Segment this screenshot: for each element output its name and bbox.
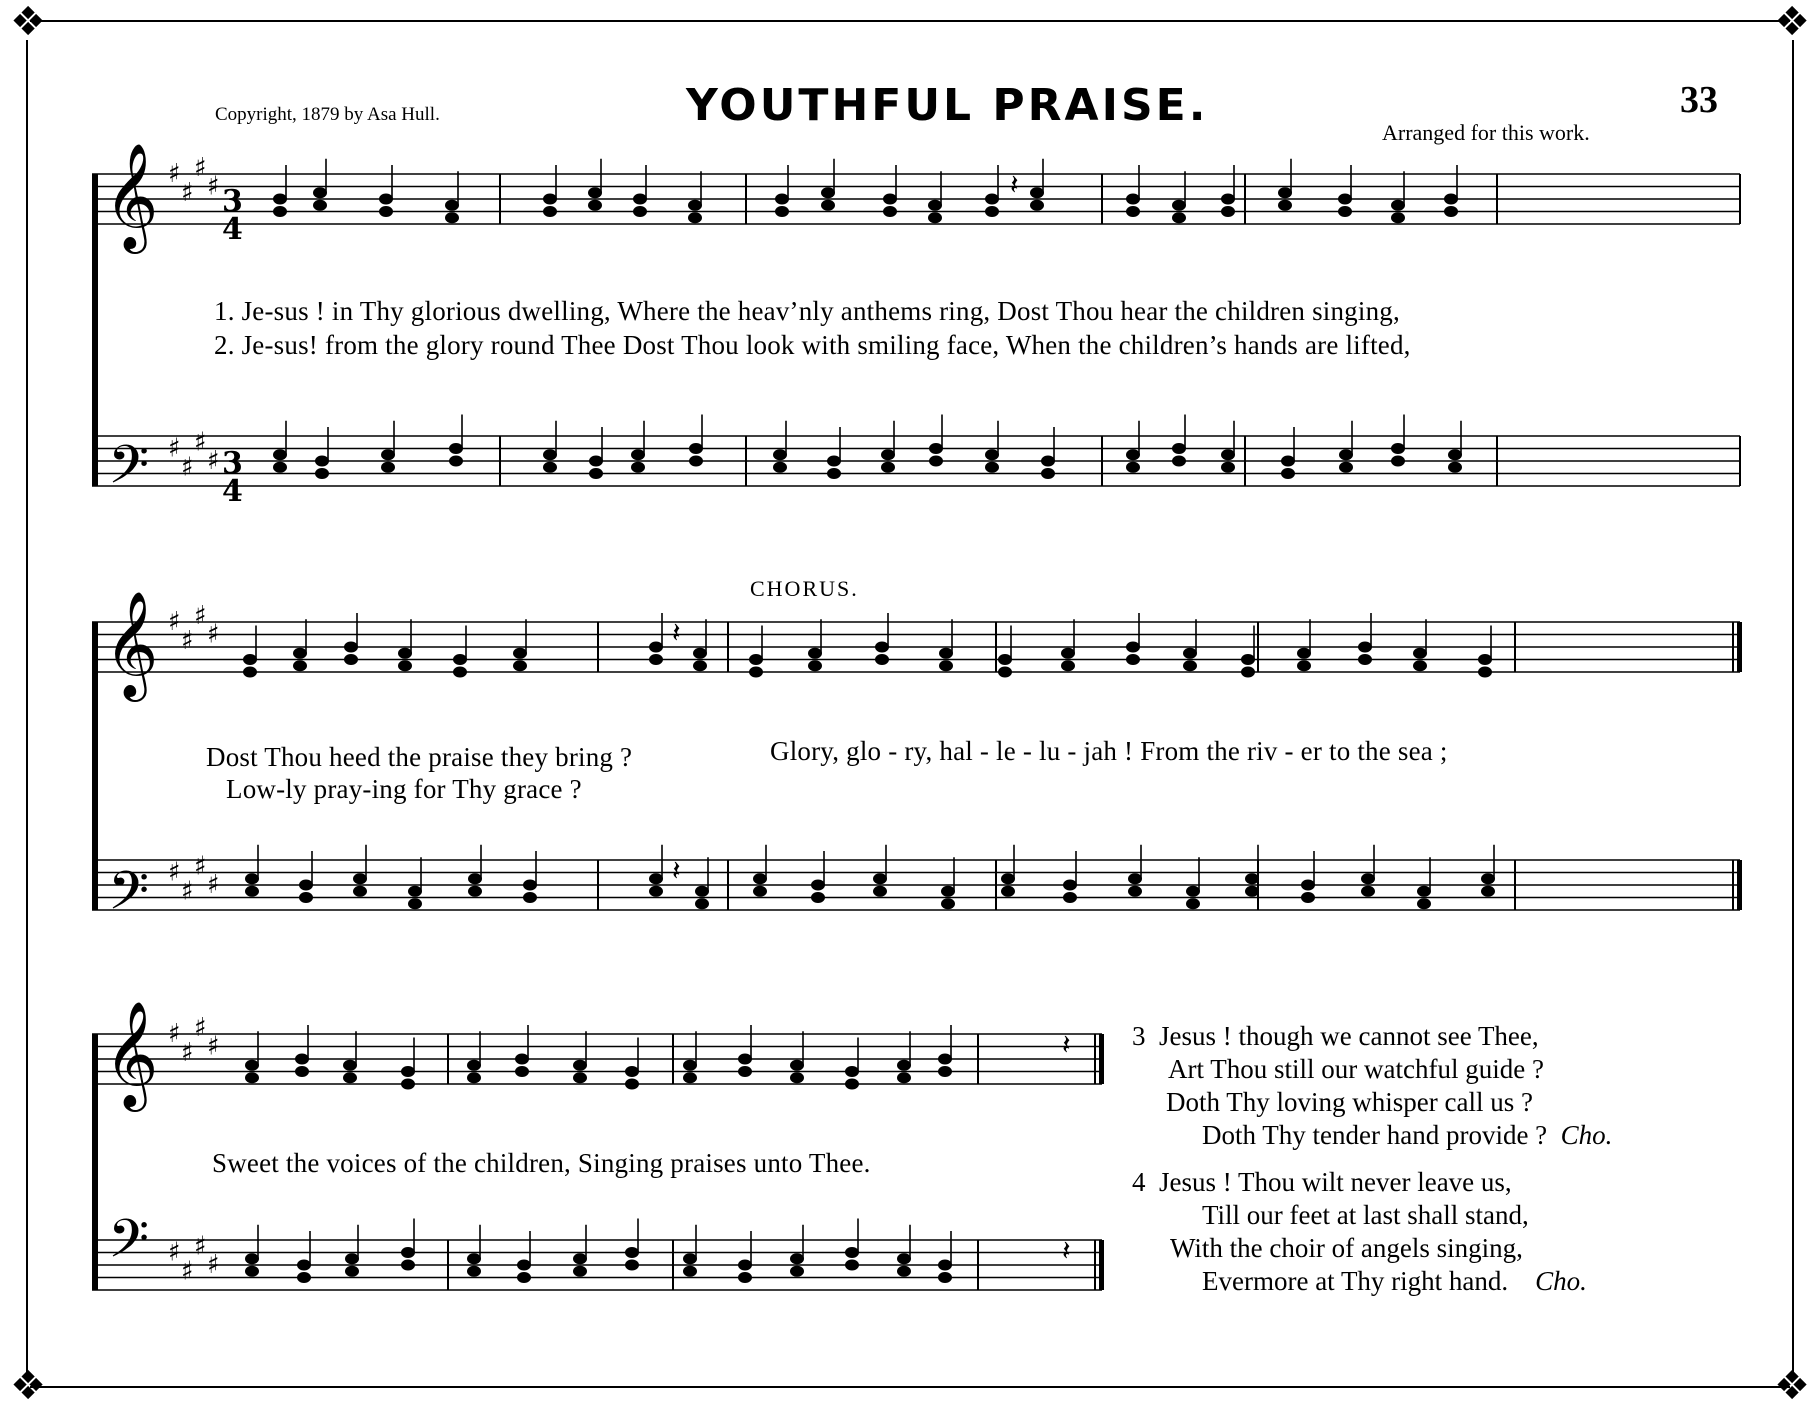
note-head xyxy=(1297,648,1311,659)
note-head xyxy=(513,660,527,671)
note-head xyxy=(775,206,789,217)
arrangement-note: Arranged for this work. xyxy=(1382,120,1590,145)
note-head xyxy=(543,194,557,205)
note-head xyxy=(344,642,358,653)
note-head xyxy=(881,462,895,473)
note-head xyxy=(941,886,955,897)
note-head xyxy=(1278,200,1292,211)
note-head xyxy=(453,654,467,665)
note-head xyxy=(749,667,763,678)
note-head xyxy=(381,449,395,460)
sharp-icon: ♯ xyxy=(207,1250,220,1280)
note-head xyxy=(811,880,825,891)
note-head xyxy=(1281,456,1295,467)
note-head xyxy=(468,873,482,884)
note-head xyxy=(625,1066,639,1077)
note-head xyxy=(1358,642,1372,653)
sharp-icon: ♯ xyxy=(168,433,181,464)
final-barline xyxy=(1099,1240,1104,1290)
note-head xyxy=(873,873,887,884)
note-head xyxy=(381,462,395,473)
note-head xyxy=(649,886,663,897)
note-head xyxy=(845,1066,859,1077)
rest-icon: 𝄽 xyxy=(672,616,681,649)
lyric-line-verse-2: 2. Je-sus! from the glory round Thee Dost Thou look with smiling face, When the children’s hands are lifted, xyxy=(214,330,1411,360)
note-head xyxy=(401,1260,415,1271)
note-head xyxy=(985,194,999,205)
note-head xyxy=(543,462,557,473)
note-head xyxy=(938,1054,952,1065)
note-head xyxy=(683,1266,697,1277)
note-head xyxy=(515,1054,529,1065)
lyric-line-verse-1: 1. Je-sus ! in Thy glorious dwelling, Where the heav’nly anthems ring, Dost Thou hear the children singing, xyxy=(214,296,1400,326)
sharp-icon: ♯ xyxy=(168,1237,181,1268)
note-head xyxy=(379,206,393,217)
note-head xyxy=(445,200,459,211)
note-head xyxy=(821,200,835,211)
note-head xyxy=(738,1066,752,1077)
note-head xyxy=(1126,654,1140,665)
note-head xyxy=(738,1054,752,1065)
note-head xyxy=(315,456,329,467)
treble-time-signature: 3 4 xyxy=(222,184,243,247)
note-head xyxy=(881,449,895,460)
stanza-number: 4 xyxy=(1132,1167,1146,1197)
note-head xyxy=(939,648,953,659)
note-head xyxy=(401,1066,415,1077)
note-head xyxy=(938,1272,952,1283)
note-head xyxy=(929,456,943,467)
corner-ornament-icon: ❖ xyxy=(1774,0,1810,45)
note-head xyxy=(295,1054,309,1065)
treble-clef-icon: 𝄞 xyxy=(104,1000,159,1107)
note-head xyxy=(515,1066,529,1077)
note-head xyxy=(1126,462,1140,473)
note-head xyxy=(875,654,889,665)
note-head xyxy=(1001,873,1015,884)
note-head xyxy=(873,886,887,897)
rest-icon: 𝄽 xyxy=(672,854,681,887)
note-head xyxy=(883,194,897,205)
note-head xyxy=(1358,654,1372,665)
note-head xyxy=(1183,660,1197,671)
note-head xyxy=(467,1253,481,1264)
note-head xyxy=(625,1247,639,1258)
note-head xyxy=(1172,443,1186,454)
note-head xyxy=(695,898,709,909)
note-head xyxy=(688,200,702,211)
final-barline xyxy=(1737,622,1742,672)
note-head xyxy=(345,1253,359,1264)
corner-ornament-icon: ❖ xyxy=(1774,1363,1810,1409)
note-head xyxy=(1339,449,1353,460)
note-head xyxy=(1338,194,1352,205)
note-head xyxy=(897,1266,911,1277)
note-head xyxy=(1030,200,1044,211)
note-head xyxy=(688,212,702,223)
bass-clef-icon: 𝄢 xyxy=(108,861,150,935)
note-head xyxy=(573,1266,587,1277)
stanza-line: With the choir of angels singing, xyxy=(1170,1233,1523,1263)
note-head xyxy=(297,1272,311,1283)
note-head xyxy=(1061,660,1075,671)
note-head xyxy=(821,187,835,198)
chorus-cue: Cho. xyxy=(1560,1120,1613,1150)
note-head xyxy=(589,456,603,467)
note-head xyxy=(1391,200,1405,211)
sharp-icon: ♯ xyxy=(168,159,181,189)
note-head xyxy=(649,873,663,884)
note-head xyxy=(315,468,329,479)
note-head xyxy=(408,898,422,909)
bass-clef-icon: 𝄢 xyxy=(108,1209,150,1283)
note-head xyxy=(631,449,645,460)
note-head xyxy=(1361,886,1375,897)
sharp-icon: ♯ xyxy=(194,851,207,882)
note-head xyxy=(790,1072,804,1083)
note-head xyxy=(1221,449,1235,460)
note-head xyxy=(649,642,663,653)
note-head xyxy=(523,892,537,903)
stanza-line: Jesus ! Thou wilt never leave us, xyxy=(1159,1167,1512,1197)
note-head xyxy=(343,1072,357,1083)
sharp-icon: ♯ xyxy=(194,600,207,631)
sharp-icon: ♯ xyxy=(194,1231,207,1262)
note-head xyxy=(1339,462,1353,473)
note-head xyxy=(790,1266,804,1277)
note-head xyxy=(929,443,943,454)
lyric-line-chorus: Glory, glo - ry, hal - le - lu - jah ! From the riv - er to the sea ; xyxy=(770,736,1448,766)
note-head xyxy=(293,660,307,671)
note-head xyxy=(588,187,602,198)
corner-ornament-icon: ❖ xyxy=(10,1363,46,1409)
note-head xyxy=(790,1060,804,1071)
note-head xyxy=(573,1060,587,1071)
sharp-icon: ♯ xyxy=(207,1031,220,1062)
page-number: 33 xyxy=(1680,79,1718,121)
note-head xyxy=(1481,886,1495,897)
bass-clef-icon: 𝄢 xyxy=(108,435,150,509)
note-head xyxy=(517,1272,531,1283)
sharp-icon: ♯ xyxy=(168,607,181,637)
note-head xyxy=(738,1260,752,1271)
note-head xyxy=(985,462,999,473)
note-head xyxy=(625,1260,639,1271)
note-head xyxy=(808,660,822,671)
note-head xyxy=(845,1260,859,1271)
note-head xyxy=(845,1079,859,1090)
note-head xyxy=(517,1260,531,1271)
system-brace xyxy=(92,622,98,910)
note-head xyxy=(293,648,307,659)
rest-icon: 𝄽 xyxy=(1062,1028,1071,1061)
note-head xyxy=(449,456,463,467)
sharp-icon: ♯ xyxy=(181,177,194,208)
note-head xyxy=(1030,187,1044,198)
note-head xyxy=(467,1266,481,1277)
sharp-icon: ♯ xyxy=(181,625,194,656)
note-head xyxy=(467,1060,481,1071)
note-head xyxy=(938,1066,952,1077)
note-head xyxy=(1126,206,1140,217)
note-head xyxy=(1338,206,1352,217)
note-head xyxy=(1041,468,1055,479)
sharp-icon: ♯ xyxy=(181,1037,194,1068)
note-head xyxy=(1417,886,1431,897)
note-head xyxy=(1183,648,1197,659)
note-head xyxy=(1444,194,1458,205)
note-head xyxy=(344,654,358,665)
note-head xyxy=(1241,654,1255,665)
rest-icon: 𝄽 xyxy=(1010,168,1019,201)
note-head xyxy=(773,462,787,473)
note-head xyxy=(1245,873,1259,884)
note-head xyxy=(827,468,841,479)
chorus-cue: Cho. xyxy=(1535,1266,1587,1296)
lyric-line-verse-2-end: Low-ly pray-ing for Thy grace ? xyxy=(226,774,582,804)
note-head xyxy=(345,1266,359,1277)
note-head xyxy=(313,187,327,198)
note-head xyxy=(273,462,287,473)
note-head xyxy=(245,1072,259,1083)
note-head xyxy=(299,892,313,903)
note-head xyxy=(1391,456,1405,467)
note-head xyxy=(649,654,663,665)
note-head xyxy=(245,1253,259,1264)
note-head xyxy=(1478,667,1492,678)
stanza-3 xyxy=(1132,1020,1612,1152)
note-head xyxy=(445,212,459,223)
note-head xyxy=(1481,873,1495,884)
sharp-icon: ♯ xyxy=(194,1012,207,1043)
note-head xyxy=(543,449,557,460)
sharp-icon: ♯ xyxy=(207,446,220,476)
note-head xyxy=(408,886,422,897)
stanza-4 xyxy=(1132,1166,1587,1298)
note-head xyxy=(625,1079,639,1090)
note-head xyxy=(513,648,527,659)
note-head xyxy=(1478,654,1492,665)
note-head xyxy=(398,648,412,659)
note-head xyxy=(985,206,999,217)
rest-icon: 𝄽 xyxy=(1062,1234,1071,1267)
sharp-icon: ♯ xyxy=(194,152,207,183)
note-head xyxy=(588,200,602,211)
stanza-line: Evermore at Thy right hand. xyxy=(1202,1266,1509,1296)
copyright-notice: Copyright, 1879 by Asa Hull. xyxy=(215,104,440,125)
note-head xyxy=(1186,886,1200,897)
note-head xyxy=(1281,468,1295,479)
note-head xyxy=(379,194,393,205)
note-head xyxy=(401,1079,415,1090)
note-head xyxy=(808,648,822,659)
note-head xyxy=(449,443,463,454)
treble-clef-icon: 𝄞 xyxy=(104,142,159,249)
note-head xyxy=(1061,648,1075,659)
sharp-icon: ♯ xyxy=(207,171,220,202)
sharp-icon: ♯ xyxy=(168,857,181,888)
chorus-label: CHORUS. xyxy=(750,576,859,601)
note-head xyxy=(897,1060,911,1071)
note-head xyxy=(631,462,645,473)
sharp-icon: ♯ xyxy=(168,1019,181,1049)
note-head xyxy=(753,886,767,897)
note-head xyxy=(299,880,313,891)
sharp-icon: ♯ xyxy=(181,876,194,907)
stanza-line: Doth Thy tender hand provide ? xyxy=(1202,1120,1548,1150)
system-brace xyxy=(92,174,98,486)
note-head xyxy=(343,1060,357,1071)
note-head xyxy=(573,1253,587,1264)
note-head xyxy=(633,194,647,205)
note-head xyxy=(1128,886,1142,897)
note-head xyxy=(543,206,557,217)
note-head xyxy=(790,1253,804,1264)
note-head xyxy=(243,667,257,678)
stanza-number: 3 xyxy=(1132,1021,1146,1051)
note-head xyxy=(1186,898,1200,909)
note-head xyxy=(589,468,603,479)
note-head xyxy=(243,654,257,665)
note-head xyxy=(998,654,1012,665)
note-head xyxy=(939,660,953,671)
note-head xyxy=(1444,206,1458,217)
note-head xyxy=(689,443,703,454)
stanza-line: Till our feet at last shall stand, xyxy=(1202,1200,1529,1230)
note-head xyxy=(1126,642,1140,653)
note-head xyxy=(353,886,367,897)
final-barline xyxy=(1737,860,1742,910)
lyric-line-chorus-lead: Dost Thou heed the praise they bring ? xyxy=(206,742,633,772)
note-head xyxy=(1001,886,1015,897)
note-head xyxy=(928,212,942,223)
note-head xyxy=(1361,873,1375,884)
note-head xyxy=(693,660,707,671)
note-head xyxy=(683,1072,697,1083)
note-head xyxy=(453,667,467,678)
note-head xyxy=(1128,873,1142,884)
note-head xyxy=(985,449,999,460)
note-head xyxy=(1172,200,1186,211)
note-head xyxy=(1301,880,1315,891)
note-head xyxy=(523,880,537,891)
note-head xyxy=(941,898,955,909)
note-head xyxy=(1221,206,1235,217)
note-head xyxy=(811,892,825,903)
note-head xyxy=(738,1272,752,1283)
note-head xyxy=(1245,886,1259,897)
note-head xyxy=(928,200,942,211)
final-barline xyxy=(1099,1034,1104,1084)
bass-time-signature: 3 4 xyxy=(222,446,243,509)
treble-clef-icon: 𝄞 xyxy=(104,590,159,697)
note-head xyxy=(1278,187,1292,198)
note-head xyxy=(467,1072,481,1083)
sharp-icon: ♯ xyxy=(207,619,220,650)
note-head xyxy=(845,1247,859,1258)
note-head xyxy=(245,1060,259,1071)
note-head xyxy=(245,886,259,897)
note-head xyxy=(1221,194,1235,205)
note-head xyxy=(827,456,841,467)
note-head xyxy=(775,194,789,205)
note-head xyxy=(1417,898,1431,909)
note-head xyxy=(749,654,763,665)
note-head xyxy=(245,1266,259,1277)
note-head xyxy=(883,206,897,217)
note-head xyxy=(273,194,287,205)
note-head xyxy=(1448,449,1462,460)
stanza-line: Art Thou still our watchful guide ? xyxy=(1168,1054,1544,1084)
note-head xyxy=(897,1072,911,1083)
sharp-icon: ♯ xyxy=(194,427,207,458)
note-head xyxy=(1413,660,1427,671)
note-head xyxy=(1126,194,1140,205)
stanza-line: Doth Thy loving whisper call us ? xyxy=(1166,1087,1533,1117)
note-head xyxy=(1297,660,1311,671)
note-head xyxy=(753,873,767,884)
note-head xyxy=(1301,892,1315,903)
note-head xyxy=(773,449,787,460)
sharp-icon: ♯ xyxy=(207,870,220,900)
note-head xyxy=(875,642,889,653)
note-head xyxy=(1041,456,1055,467)
lyric-line-final: Sweet the voices of the children, Singing praises unto Thee. xyxy=(212,1148,871,1178)
note-head xyxy=(897,1253,911,1264)
note-head xyxy=(273,449,287,460)
note-head xyxy=(1172,212,1186,223)
note-head xyxy=(633,206,647,217)
note-head xyxy=(998,667,1012,678)
note-head xyxy=(1063,880,1077,891)
stanza-line: Jesus ! though we cannot see Thee, xyxy=(1159,1021,1539,1051)
note-head xyxy=(938,1260,952,1271)
note-head xyxy=(695,886,709,897)
system-brace xyxy=(92,1034,98,1290)
note-head xyxy=(401,1247,415,1258)
note-head xyxy=(1391,443,1405,454)
note-head xyxy=(398,660,412,671)
note-head xyxy=(1391,212,1405,223)
note-head xyxy=(1126,449,1140,460)
note-head xyxy=(683,1060,697,1071)
sharp-icon: ♯ xyxy=(181,452,194,483)
note-head xyxy=(273,206,287,217)
note-head xyxy=(1063,892,1077,903)
note-head xyxy=(245,873,259,884)
note-head xyxy=(573,1072,587,1083)
note-head xyxy=(1448,462,1462,473)
note-head xyxy=(313,200,327,211)
note-head xyxy=(1241,667,1255,678)
note-head xyxy=(353,873,367,884)
note-head xyxy=(683,1253,697,1264)
note-head xyxy=(1221,462,1235,473)
note-head xyxy=(1172,456,1186,467)
note-head xyxy=(693,648,707,659)
page-title: YOUTHFUL PRAISE. xyxy=(686,80,1209,131)
note-head xyxy=(689,456,703,467)
note-head xyxy=(1413,648,1427,659)
note-head xyxy=(297,1260,311,1271)
corner-ornament-icon: ❖ xyxy=(10,0,46,45)
sharp-icon: ♯ xyxy=(181,1256,194,1287)
note-head xyxy=(295,1066,309,1077)
note-head xyxy=(468,886,482,897)
